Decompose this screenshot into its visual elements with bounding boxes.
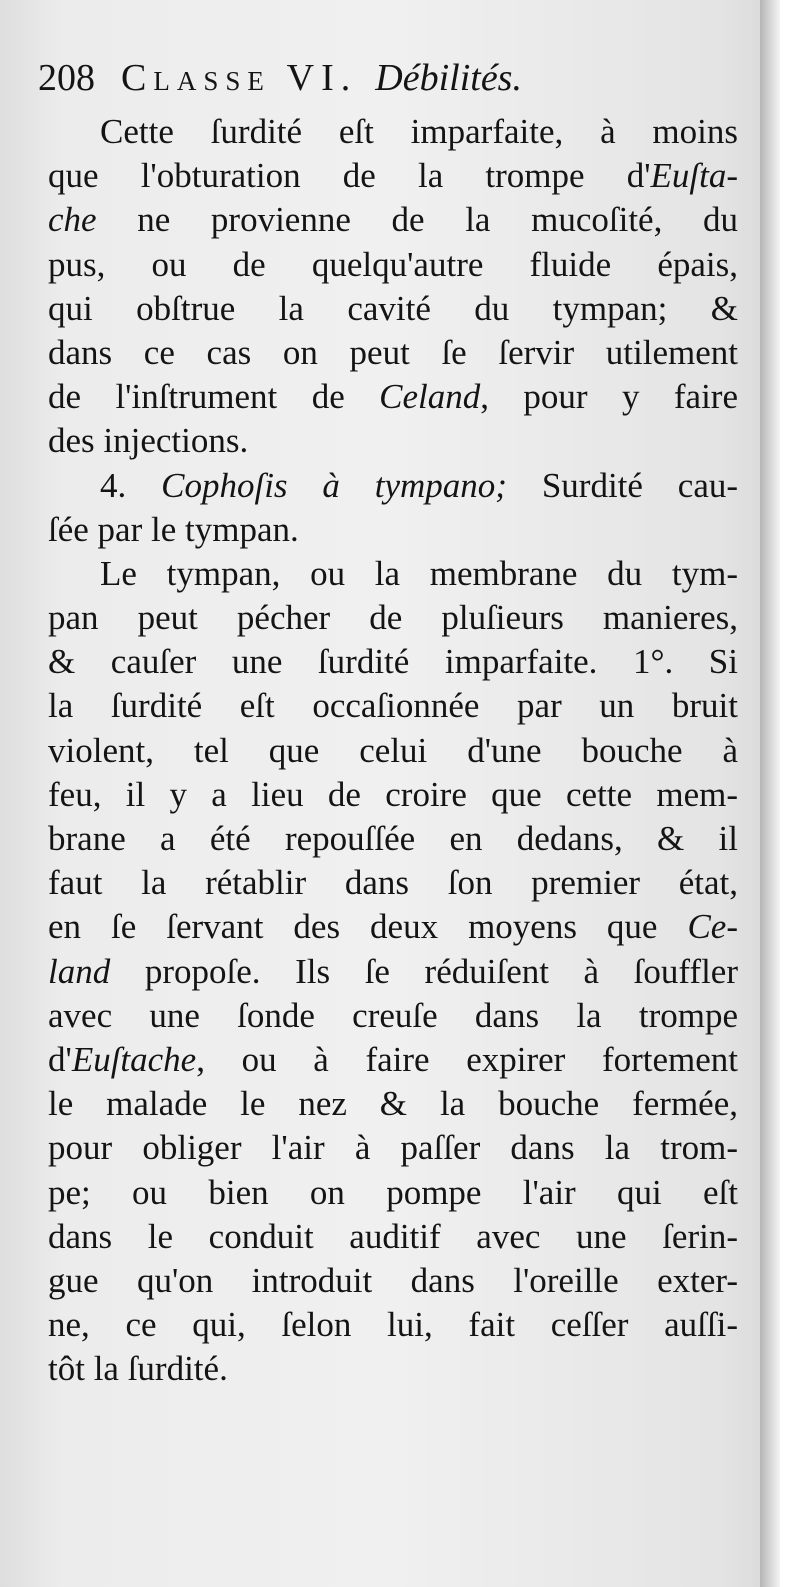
- text-line: [48, 154, 738, 198]
- text-line: [48, 1171, 738, 1215]
- text-line: [48, 375, 738, 419]
- page-edge-shadow: [760, 0, 780, 1587]
- text-segment: gue qu'on introduit dans l'oreille exter-: [48, 1260, 738, 1300]
- text-line: [48, 1126, 738, 1170]
- text-segment: violent, tel que celui d'une bouche à: [48, 730, 738, 770]
- text-segment: Le tympan, ou la membrane du tym-: [100, 553, 738, 593]
- text-segment: dans ce cas on peut ſe ſervir utilement: [48, 332, 738, 372]
- text-segment: pus, ou de quelqu'autre fluide épais,: [48, 244, 738, 284]
- text-segment: dans le conduit auditif avec une ſerin-: [48, 1216, 738, 1256]
- text-line: [48, 1038, 738, 1082]
- italic-text-segment: land: [48, 951, 111, 991]
- text-line: [48, 1347, 738, 1391]
- class-label: Classe VI.: [121, 57, 358, 99]
- running-header: [38, 55, 738, 101]
- text-line: [48, 198, 738, 242]
- text-segment: tôt la ſurdité.: [48, 1349, 228, 1389]
- italic-text-segment: Ce-: [687, 907, 738, 947]
- text-line: [48, 1303, 738, 1347]
- text-line: [48, 817, 738, 861]
- text-segment: la ſurdité eſt occaſionnée par un bruit: [48, 686, 738, 726]
- section-title: Débilités.: [375, 57, 522, 99]
- page-number: 208: [38, 57, 95, 99]
- text-segment: qui obſtrue la cavité du tympan; &: [48, 288, 738, 328]
- text-segment: propoſe. Ils ſe réduiſent à ſouffler: [110, 951, 738, 991]
- text-line: [48, 861, 738, 905]
- text-segment: en ſe ſervant des deux moyens que: [48, 907, 688, 947]
- text-line: [48, 596, 738, 640]
- text-line: [48, 331, 738, 375]
- text-segment: brane a été repouſſée en dedans, & il: [48, 819, 738, 858]
- text-segment: faut la rétablir dans ſon premier état,: [48, 863, 738, 903]
- text-line: [48, 1259, 738, 1303]
- italic-text-segment: Euſta-: [650, 156, 738, 196]
- text-segment: 4.: [100, 465, 162, 505]
- text-segment: avec une ſonde creuſe dans la trompe: [48, 995, 738, 1035]
- text-line: [48, 1082, 738, 1126]
- text-segment: d': [48, 1039, 72, 1079]
- text-line: [48, 640, 738, 684]
- text-segment: que l'obturation de la trompe d': [48, 156, 651, 196]
- text-segment: ſée par le tympan.: [48, 509, 299, 549]
- text-line: [48, 773, 738, 817]
- text-segment: & cauſer une ſurdité imparfaite. 1°. Si: [48, 642, 738, 682]
- text-segment: pan peut pécher de pluſieurs manieres,: [48, 598, 738, 638]
- body-text: [48, 110, 738, 1391]
- text-line: [48, 905, 738, 949]
- text-line: [48, 110, 738, 154]
- text-segment: le malade le nez & la bouche fermée,: [48, 1084, 738, 1124]
- text-segment: , ou à faire expirer fortement: [196, 1039, 738, 1079]
- italic-text-segment: Euſtache: [71, 1039, 197, 1079]
- italic-text-segment: Celand: [379, 377, 481, 417]
- text-segment: Surdité cau-: [506, 465, 739, 505]
- text-segment: , pour y faire: [480, 377, 738, 417]
- text-segment: de l'inſtrument de: [48, 377, 380, 417]
- text-segment: pe; ou bien on pompe l'air qui eſt: [48, 1172, 738, 1212]
- text-line: [48, 994, 738, 1038]
- text-line: [48, 419, 738, 463]
- text-line: [48, 464, 738, 508]
- italic-text-segment: Cophoſis à tympano;: [161, 465, 507, 505]
- text-segment: Cette ſurdité eſt imparfaite, à moins: [100, 112, 738, 151]
- text-line: [48, 243, 738, 287]
- text-segment: pour obliger l'air à paſſer dans la trom-: [48, 1128, 738, 1168]
- text-segment: ne, ce qui, ſelon lui, fait ceſſer auſſi-: [48, 1305, 738, 1345]
- text-line: [48, 508, 738, 552]
- text-line: [48, 729, 738, 773]
- text-line: [48, 1215, 738, 1259]
- text-line: [48, 287, 738, 331]
- text-line: [48, 552, 738, 596]
- italic-text-segment: che: [48, 200, 97, 240]
- text-segment: des injections.: [48, 421, 249, 461]
- text-line: [48, 684, 738, 728]
- text-line: [48, 950, 738, 994]
- text-segment: ne provienne de la mucoſité, du: [96, 200, 738, 240]
- text-segment: feu, il y a lieu de croire que cette mem-: [48, 774, 738, 814]
